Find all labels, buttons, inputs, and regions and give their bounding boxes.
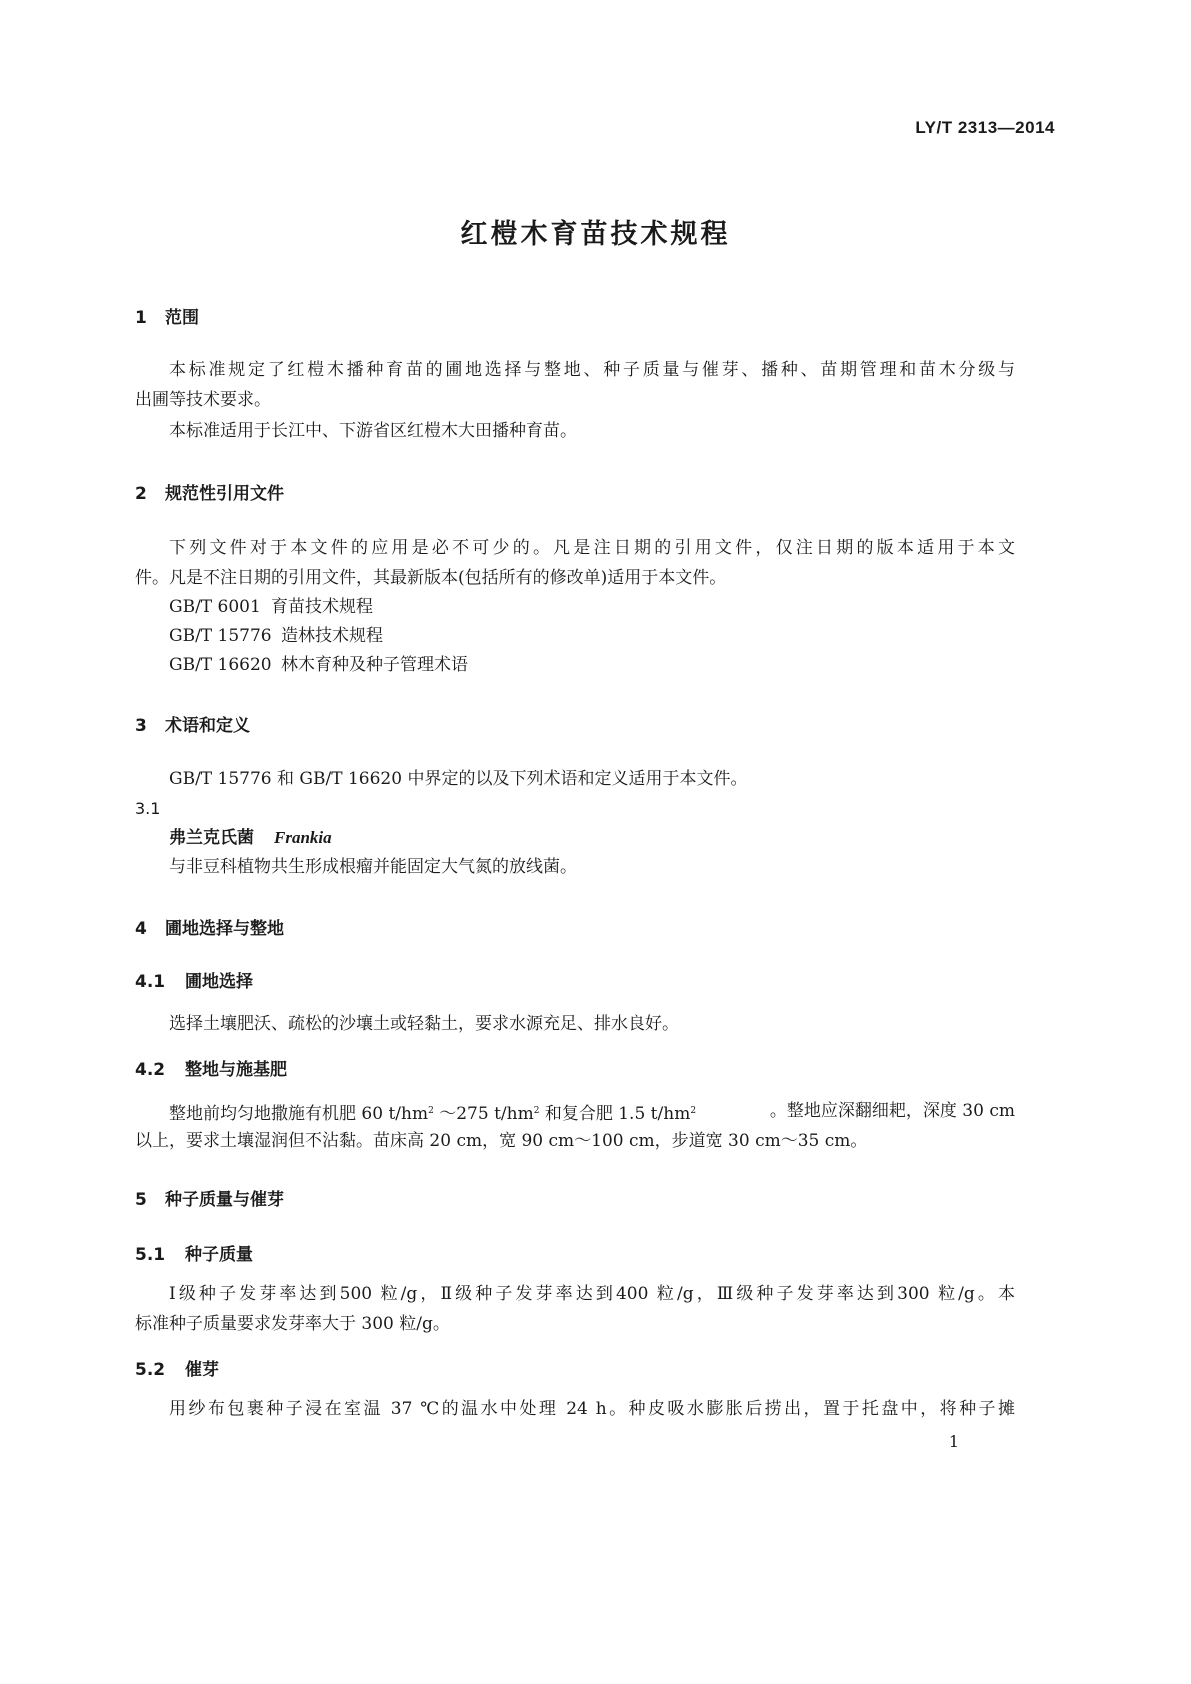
term-number: 3.1 [135,799,161,818]
subsection-number: 5.2 [135,1360,166,1380]
section-title: 术语和定义 [165,716,250,736]
section-3-heading [135,711,250,736]
paragraph: GB/T 15776 和 GB/T 16620 中界定的以及下列术语和定义适用于本文件。 [169,769,748,789]
page-number: 1 [948,1432,959,1451]
section-number: 4 [135,919,147,939]
reference-item [169,621,383,651]
standard-number: LY/T 2313—2014 [915,118,1055,137]
paragraph: 用纱布包裹种子浸在室温 37 ℃的温水中处理 24 h。种皮吸水膨胀后捞出，置于托盘中，将种子摊 [169,1399,1015,1419]
subsection-5-1-heading [135,1240,253,1265]
text-run: 整地前均匀地撒施有机肥 60 $t/hm^2$ ～275 $t/hm^2$ 和复合肥 1.5 $t/hm^2$ [169,1104,697,1124]
section-number: 5 [135,1190,147,1210]
paragraph: Ⅰ级种子发芽率达到500 粒/g，Ⅱ级种子发芽率达到400 粒/g，Ⅲ级种子发芽率达到300 粒/g。本 [169,1284,1015,1304]
section-1-heading [135,303,199,328]
document-title: 红榿木育苗技术规程 [460,219,731,250]
section-5-heading [135,1185,284,1210]
reference-code: GB/T 6001 [169,597,261,617]
term-latin: Frankia [274,828,332,847]
text-run: 。整地应深翻细耙，深度 30 cm [769,1101,1015,1121]
reference-name: 林木育种及种子管理术语 [281,655,468,675]
reference-item [169,650,468,680]
paragraph: 本标准适用于长江中、下游省区红榿木大田播种育苗。 [169,421,577,441]
term-definition: 与非豆科植物共生形成根瘤并能固定大气氮的放线菌。 [169,857,577,877]
subsection-number: 5.1 [135,1245,166,1265]
section-title: 范围 [165,308,199,328]
paragraph: 出圃等技术要求。 [135,390,271,410]
reference-name: 育苗技术规程 [271,597,373,617]
paragraph: 选择土壤肥沃、疏松的沙壤土或轻黏土，要求水源充足、排水良好。 [169,1014,679,1034]
paragraph: 本标准规定了红榿木播种育苗的圃地选择与整地、种子质量与催芽、播种、苗期管理和苗木分级与 [169,360,1015,380]
section-number: 2 [135,484,147,504]
section-title: 圃地选择与整地 [165,919,284,939]
term-heading [169,823,332,853]
section-4-heading [135,914,284,939]
subsection-title: 整地与施基肥 [185,1060,287,1080]
subsection-5-2-heading [135,1355,219,1380]
subsection-title: 催芽 [185,1360,219,1380]
reference-code: GB/T 16620 [169,655,272,675]
paragraph: 下列文件对于本文件的应用是必不可少的。凡是注日期的引用文件，仅注日期的版本适用于本文 [169,538,1015,558]
section-title: 种子质量与催芽 [165,1190,284,1210]
section-number: 1 [135,308,147,328]
paragraph: 件。凡是不注日期的引用文件，其最新版本(包括所有的修改单)适用于本文件。 [135,568,727,588]
reference-code: GB/T 15776 [169,626,272,646]
paragraph: 标准种子质量要求发芽率大于 300 粒/g。 [135,1314,450,1334]
subsection-number: 4.2 [135,1060,166,1080]
subsection-title: 圃地选择 [185,972,253,992]
section-title: 规范性引用文件 [165,484,284,504]
subsection-number: 4.1 [135,972,166,992]
section-number: 3 [135,716,147,736]
subsection-title: 种子质量 [185,1245,253,1265]
term-chinese: 弗兰克氏菌 [169,828,254,848]
subsection-4-1-heading [135,967,253,992]
paragraph: 以上，要求土壤湿润但不沾黏。苗床高 20 cm，宽 90 cm～100 cm，步道宽 30 cm～35 cm。 [135,1131,868,1151]
paragraph [135,1096,1015,1129]
section-2-heading [135,479,284,504]
subsection-4-2-heading [135,1055,287,1080]
reference-name: 造林技术规程 [281,626,383,646]
reference-item [169,592,373,622]
